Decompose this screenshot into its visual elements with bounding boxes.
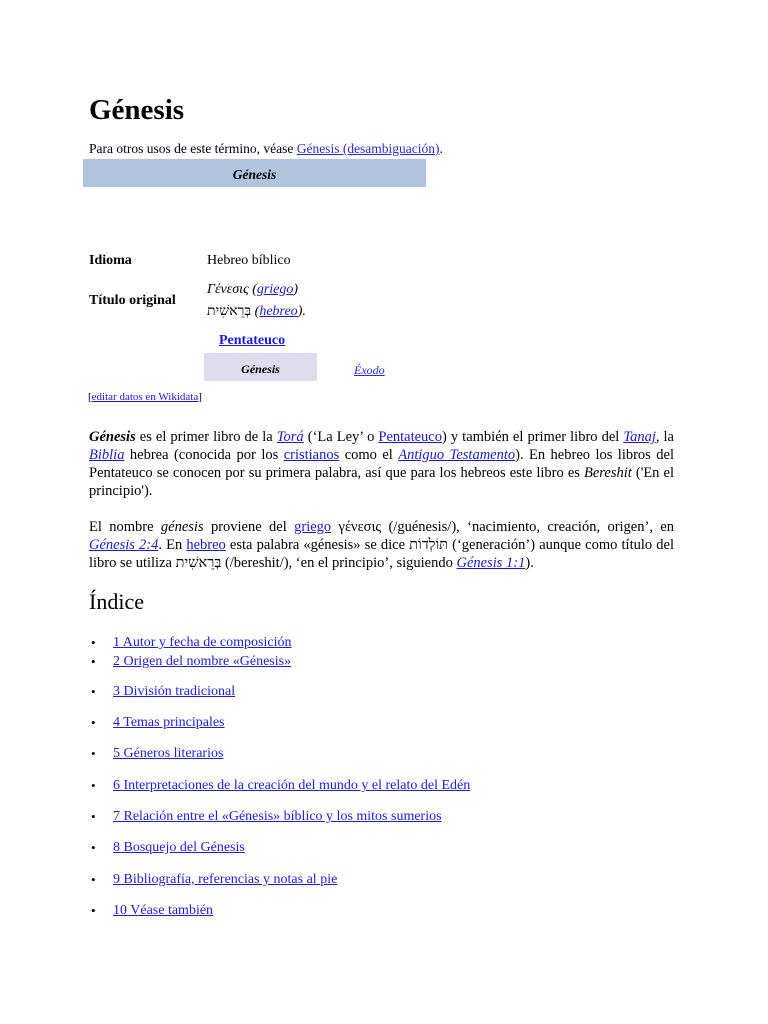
text: γένεσις (/guénesis/), ‘nacimiento, creación, origen’, en xyxy=(331,519,674,535)
text: esta palabra «génesis» se dice תּוֹלְדוֹת (‘generación’) aunque como título del libro se utiliza בְּרֵאשִׁית (/bereshit/), ‘en el principio’, siguiendo xyxy=(89,537,674,571)
genesis-word: génesis xyxy=(160,519,204,535)
pentateuco-link[interactable]: Pentateuco xyxy=(219,333,286,348)
tora-link[interactable]: Torá xyxy=(276,429,304,445)
name-paragraph xyxy=(89,518,674,572)
pentateuco-nav xyxy=(219,332,285,350)
toc-link-8[interactable]: 8 Bosquejo del Génesis xyxy=(113,840,245,855)
greek-title: Γένεσις xyxy=(207,282,249,297)
edit-wikidata-link[interactable]: editar datos en Wikidata xyxy=(91,391,199,403)
text: (‘La Ley’ o xyxy=(303,429,379,445)
intro-paragraph xyxy=(89,428,674,500)
bereshit-text: Bereshit xyxy=(584,465,632,481)
text: es el primer libro de la xyxy=(135,429,277,445)
genesis-1-1-link[interactable]: Génesis 1:1 xyxy=(456,555,526,571)
toc-item xyxy=(113,714,225,732)
current-book-cell: Génesis xyxy=(204,353,317,381)
toc-item xyxy=(113,683,235,701)
hatnote-suffix: . xyxy=(439,141,443,156)
toc-heading: Índice xyxy=(89,589,144,614)
hatnote xyxy=(89,140,443,158)
toc-item xyxy=(113,808,442,826)
toc-item xyxy=(113,745,223,763)
text: ) y también el primer libro del xyxy=(442,429,624,445)
text: ). En hebreo los libros del Pentateuco se conocen por su primera palabra, así que para los hebreos este libro es xyxy=(89,447,674,481)
toc-item xyxy=(113,871,337,889)
griego-text-link[interactable]: griego xyxy=(294,519,332,535)
text: . En xyxy=(158,537,187,553)
text: ('En el principio'). xyxy=(89,465,674,499)
text: hebrea (conocida por los xyxy=(124,447,284,463)
toc-link-10[interactable]: 10 Véase también xyxy=(113,903,214,918)
toc-link-4[interactable]: 4 Temas principales xyxy=(113,715,225,730)
antiguo-testamento-link[interactable]: Antiguo Testamento xyxy=(398,447,516,463)
toc-link-5[interactable]: 5 Géneros literarios xyxy=(113,746,224,761)
wikidata-edit: [editar datos en Wikidata] xyxy=(88,391,202,403)
pentateuco-text-link[interactable]: Pentateuco xyxy=(378,429,442,445)
toc-item xyxy=(113,634,291,652)
hatnote-prefix: Para otros usos de este término, véase xyxy=(89,141,297,156)
toc-item xyxy=(113,839,245,857)
toc-item xyxy=(113,653,291,671)
text: como el xyxy=(339,447,399,463)
text: , la xyxy=(655,429,674,445)
toc-link-3[interactable]: 3 División tradicional xyxy=(113,684,236,699)
titulo-greek: Γένεσις (griego) xyxy=(207,282,299,297)
titulo-original-label: Título original xyxy=(89,293,176,308)
cristianos-link[interactable]: cristianos xyxy=(283,447,340,463)
toc-item xyxy=(113,777,470,795)
griego-link[interactable]: griego xyxy=(256,282,294,297)
toc-link-7[interactable]: 7 Relación entre el «Génesis» bíblico y los mitos sumerios xyxy=(113,809,442,824)
disambiguation-link[interactable]: Génesis (desambiguación) xyxy=(296,141,440,156)
titulo-hebrew: בְּרֵאשִׁית (hebreo). xyxy=(207,304,306,319)
genesis-2-4-link[interactable]: Génesis 2:4 xyxy=(89,537,159,553)
idioma-value: Hebreo bíblico xyxy=(207,253,291,268)
hebreo-link[interactable]: hebreo xyxy=(259,304,298,319)
tanaj-link[interactable]: Tanaj xyxy=(623,429,656,445)
hebrew-title: בְּרֵאשִׁית xyxy=(207,304,252,319)
exodo-link[interactable]: Éxodo xyxy=(354,363,385,377)
hebreo-text-link[interactable]: hebreo xyxy=(186,537,226,553)
toc-link-6[interactable]: 6 Interpretaciones de la creación del mundo y el relato del Edén xyxy=(113,778,471,793)
toc-link-9[interactable]: 9 Bibliografía, referencias y notas al pie xyxy=(113,872,338,887)
page-title: Génesis xyxy=(89,94,185,126)
idioma-label: Idioma xyxy=(89,253,132,268)
toc-item xyxy=(113,902,213,920)
toc-link-1[interactable]: 1 Autor y fecha de composición xyxy=(113,635,292,650)
next-book xyxy=(354,362,385,378)
text: ). xyxy=(525,555,534,571)
intro-bold-title: Génesis xyxy=(89,429,136,445)
text: proviene del xyxy=(203,519,295,535)
text: El nombre xyxy=(89,519,161,535)
infobox-header: Génesis xyxy=(83,159,426,187)
toc-link-2[interactable]: 2 Origen del nombre «Génesis» xyxy=(113,654,292,669)
biblia-link[interactable]: Biblia xyxy=(89,447,125,463)
